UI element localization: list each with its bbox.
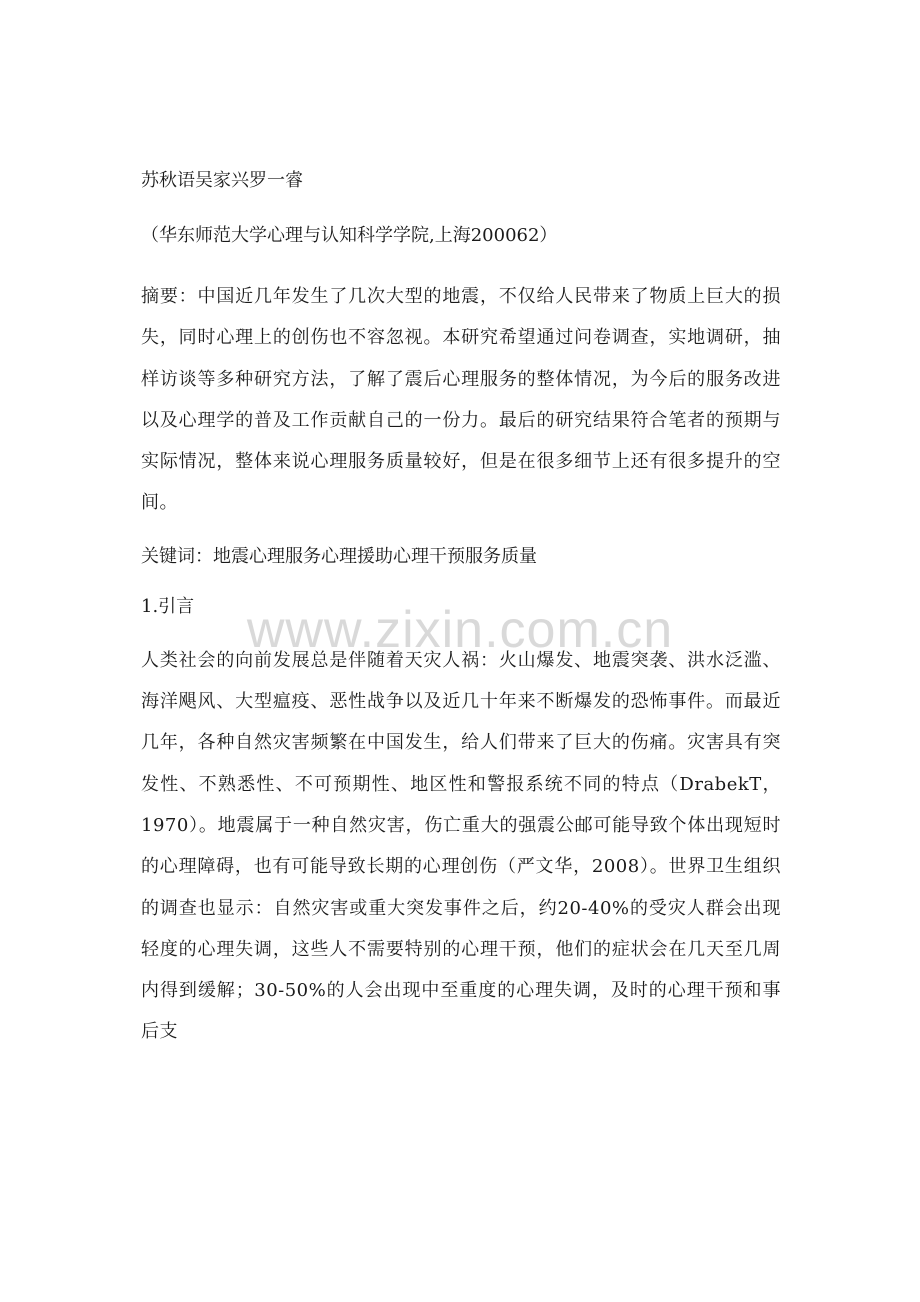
document-body xyxy=(141,166,781,1053)
abstract-paragraph: 摘要：中国近几年发生了几次大型的地震，不仅给人民带来了物质上巨大的损失，同时心理上的创伤也不容忽视。本研究希望通过问卷调查，实地调研，抽样访谈等多种研究方法，了解了震后心理服务的整体情况，为今后的服务改进以及心理学的普及工作贡献自己的一份力。最后的研究结果符合笔者的预期与实际情况，整体来说心理服务质量较好，但是在很多细节上还有很多提升的空间。 xyxy=(141,286,781,514)
introduction-paragraph: 人类社会的向前发展总是伴随着天灾人祸：火山爆发、地震突袭、洪水泛滥、海洋飓风、大型瘟疫、恶性战争以及近几十年来不断爆发的恐怖事件。而最近几年，各种自然灾害频繁在中国发生，给人们带来了巨大的伤痛。灾害具有突发性、不熟悉性、不可预期性、地区性和警报系统不同的特点（DrabekT，1970）。地震属于一种自然灾害，伤亡重大的强震公邮可能导致个体出现短时的心理障碍，也有可能导致长期的心理创伤（严文华，2008）。世界卫生组织的调查也显示：自然灾害或重大突发事件之后，约20-40%的受灾人群会出现轻度的心理失调，这些人不需要特别的心理干预，他们的症状会在几天至几周内得到缓解；30-50%的人会出现中至重度的心理失调，及时的心理干预和事后支 xyxy=(141,649,781,1043)
watermark: www.zixin.com.cn xyxy=(246,601,674,659)
keywords: 关键词：地震心理服务心理援助心理干预服务质量 xyxy=(141,545,537,567)
section-heading-introduction: 1.引言 xyxy=(141,595,195,617)
affiliation: （华东师范大学心理与认知科学学院,上海200062） xyxy=(141,225,558,246)
author-list: 苏秋语吴家兴罗一睿 xyxy=(141,170,303,191)
